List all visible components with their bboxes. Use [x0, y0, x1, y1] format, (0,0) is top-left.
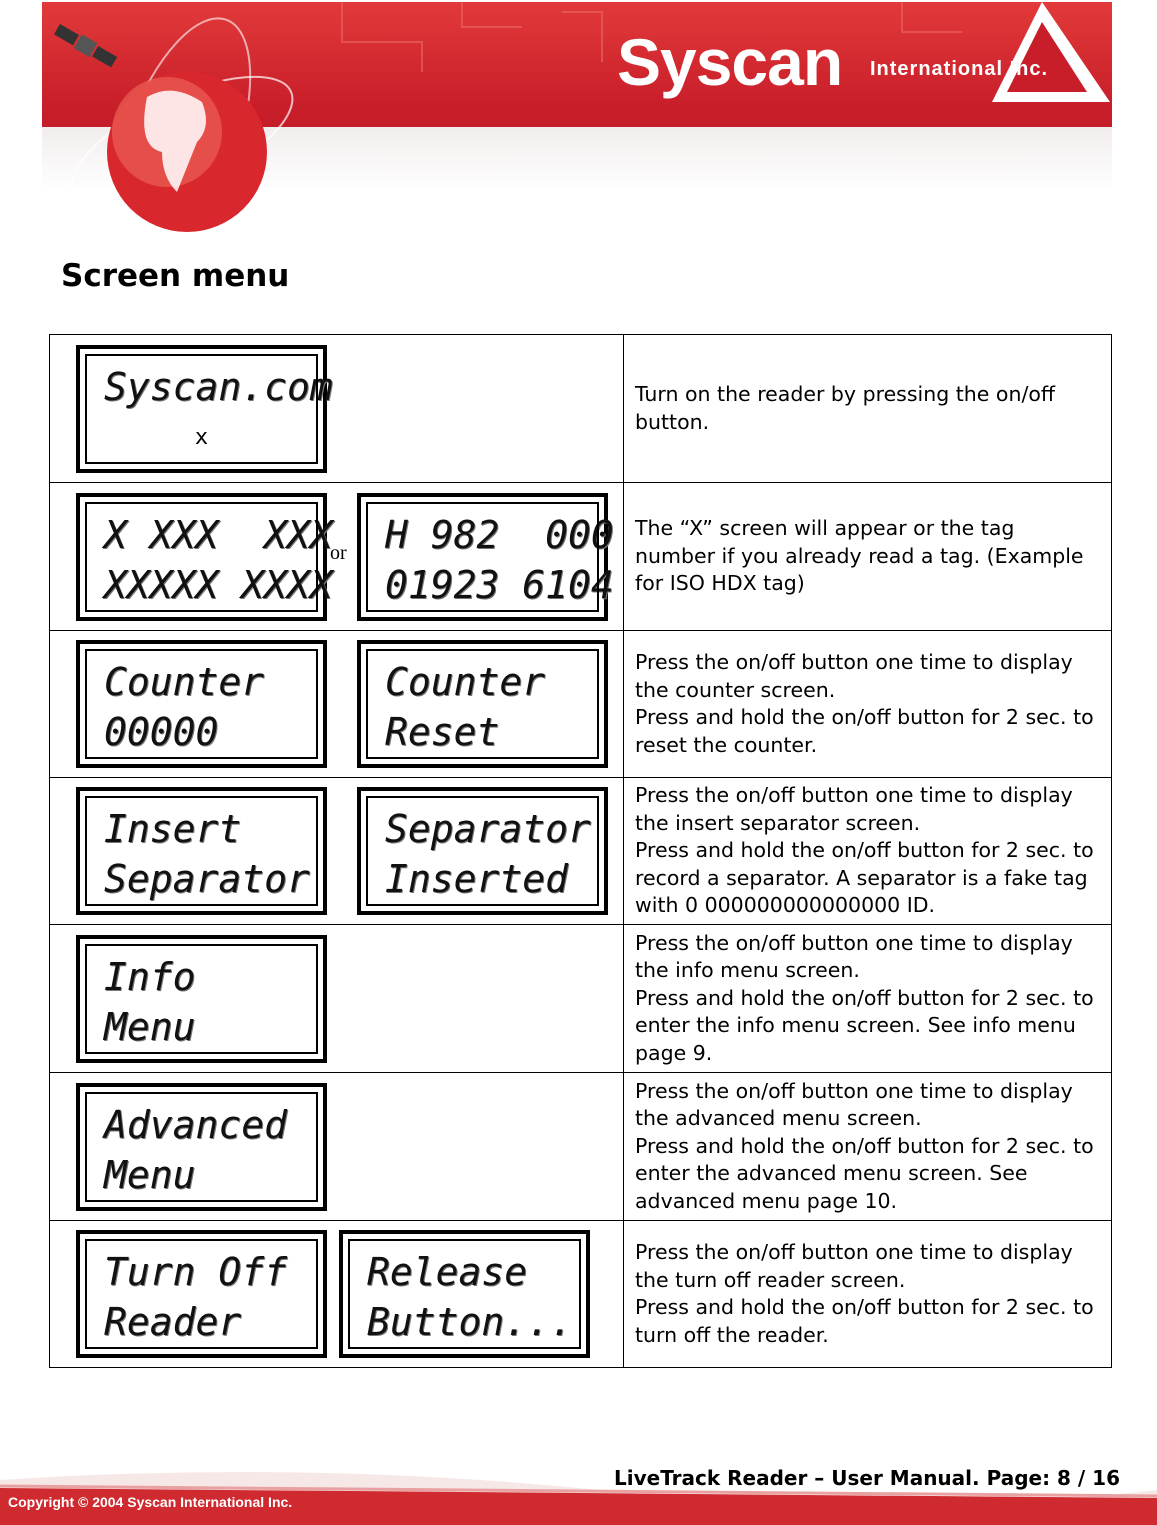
banner-artwork: [42, 2, 1112, 235]
lcd-line: Release: [367, 1250, 528, 1294]
lcd-screen: [76, 345, 333, 473]
description-text: Press the on/off button one time to display the info menu screen.: [635, 930, 1073, 983]
lcd-cell: [50, 925, 624, 1073]
or-label: or: [330, 541, 347, 564]
lcd-screen: [76, 787, 327, 915]
description-text: Press the on/off button one time to display the counter screen.: [635, 650, 1073, 702]
lcd-line: Menu: [104, 1004, 196, 1049]
lcd-line: H 982 000: [385, 512, 614, 557]
lcd-cell: [50, 335, 624, 483]
description-text: Press and hold the on/off button for 2 sec. to enter the advanced menu screen. See advanced menu page 10.: [635, 1133, 1094, 1213]
lcd-screen: [357, 640, 608, 768]
table-row: [50, 925, 1112, 1073]
description-text: Turn on the reader by pressing the on/off button.: [635, 382, 1056, 434]
description-cell: [624, 335, 1112, 483]
footer-page-label: LiveTrack Reader – User Manual. Page: 8 / 16: [614, 1466, 1121, 1490]
lcd-line: Button...: [367, 1300, 573, 1344]
description-text: The “X” screen will appear or the tag number if you already read a tag. (Example for ISO HDX tag): [635, 516, 1084, 596]
table-row: [50, 631, 1112, 778]
satellite-icon: [53, 22, 118, 69]
lcd-line: Reader: [104, 1300, 242, 1344]
lcd-line: 01923 6104: [385, 562, 614, 607]
header-banner: [42, 2, 1112, 235]
lcd-line: Counter: [385, 660, 546, 704]
description-text: Press and hold the on/off button for 2 sec. to enter the info menu screen. See info menu page 9.: [635, 985, 1094, 1065]
table-row: [50, 1221, 1112, 1368]
lcd-line: Insert: [104, 807, 242, 851]
lcd-cell: [50, 483, 624, 631]
page-title: Screen menu: [61, 258, 290, 294]
lcd-screen: [357, 787, 608, 915]
description-text: Press and hold the on/off button for 2 sec. to turn off the reader.: [635, 1295, 1094, 1347]
description-cell: [624, 778, 1112, 925]
lcd-cell: [50, 1073, 624, 1221]
lcd-line: x: [194, 424, 209, 450]
lcd-line: Reset: [385, 710, 500, 754]
lcd-cell: [50, 1221, 624, 1368]
description-text: Press the on/off button one time to display the advanced menu screen.: [635, 1078, 1073, 1131]
lcd-line: Info: [104, 954, 196, 999]
lcd-screen: [339, 1230, 590, 1358]
description-cell: [624, 631, 1112, 778]
brand-name: Syscan: [617, 25, 843, 99]
screen-menu-table: [49, 334, 1112, 1368]
lcd-line: Inserted: [385, 857, 569, 901]
lcd-screen: [76, 640, 327, 768]
description-text: Press and hold the on/off button for 2 sec. to record a separator. A separator is a fake tag with 0 000000000000000 ID.: [635, 838, 1094, 918]
brand-suffix: International Inc.: [870, 58, 1049, 80]
copyright-notice: Copyright © 2004 Syscan International Inc.: [8, 1494, 293, 1510]
lcd-line: Turn Off: [104, 1250, 288, 1294]
lcd-line: Menu: [104, 1152, 196, 1197]
lcd-line: Separator: [385, 807, 591, 851]
description-text: Press the on/off button one time to display the insert separator screen.: [635, 783, 1073, 835]
lcd-line: 00000: [104, 710, 219, 754]
lcd-screen: [76, 493, 333, 621]
lcd-line: X XXX XXX: [104, 512, 333, 557]
lcd-line: Separator: [104, 857, 310, 901]
lcd-line: Counter: [104, 660, 265, 704]
lcd-screen: [76, 1230, 327, 1358]
description-cell: [624, 483, 1112, 631]
lcd-line: Advanced: [104, 1102, 288, 1147]
table-row: [50, 335, 1112, 483]
description-text: Press the on/off button one time to display the turn off reader screen.: [635, 1240, 1073, 1292]
description-cell: [624, 1221, 1112, 1368]
description-text: Press and hold the on/off button for 2 sec. to reset the counter.: [635, 705, 1094, 757]
lcd-line: XXXXX XXXX: [104, 562, 333, 607]
table-row: [50, 483, 1112, 631]
description-cell: [624, 925, 1112, 1073]
table-row: [50, 778, 1112, 925]
lcd-screen: [76, 1083, 327, 1211]
lcd-screen: [76, 935, 327, 1063]
lcd-line: Syscan.com: [104, 364, 333, 409]
description-cell: [624, 1073, 1112, 1221]
lcd-screen: [357, 493, 614, 621]
table-row: [50, 1073, 1112, 1221]
lcd-cell: [50, 631, 624, 778]
lcd-cell: [50, 778, 624, 925]
